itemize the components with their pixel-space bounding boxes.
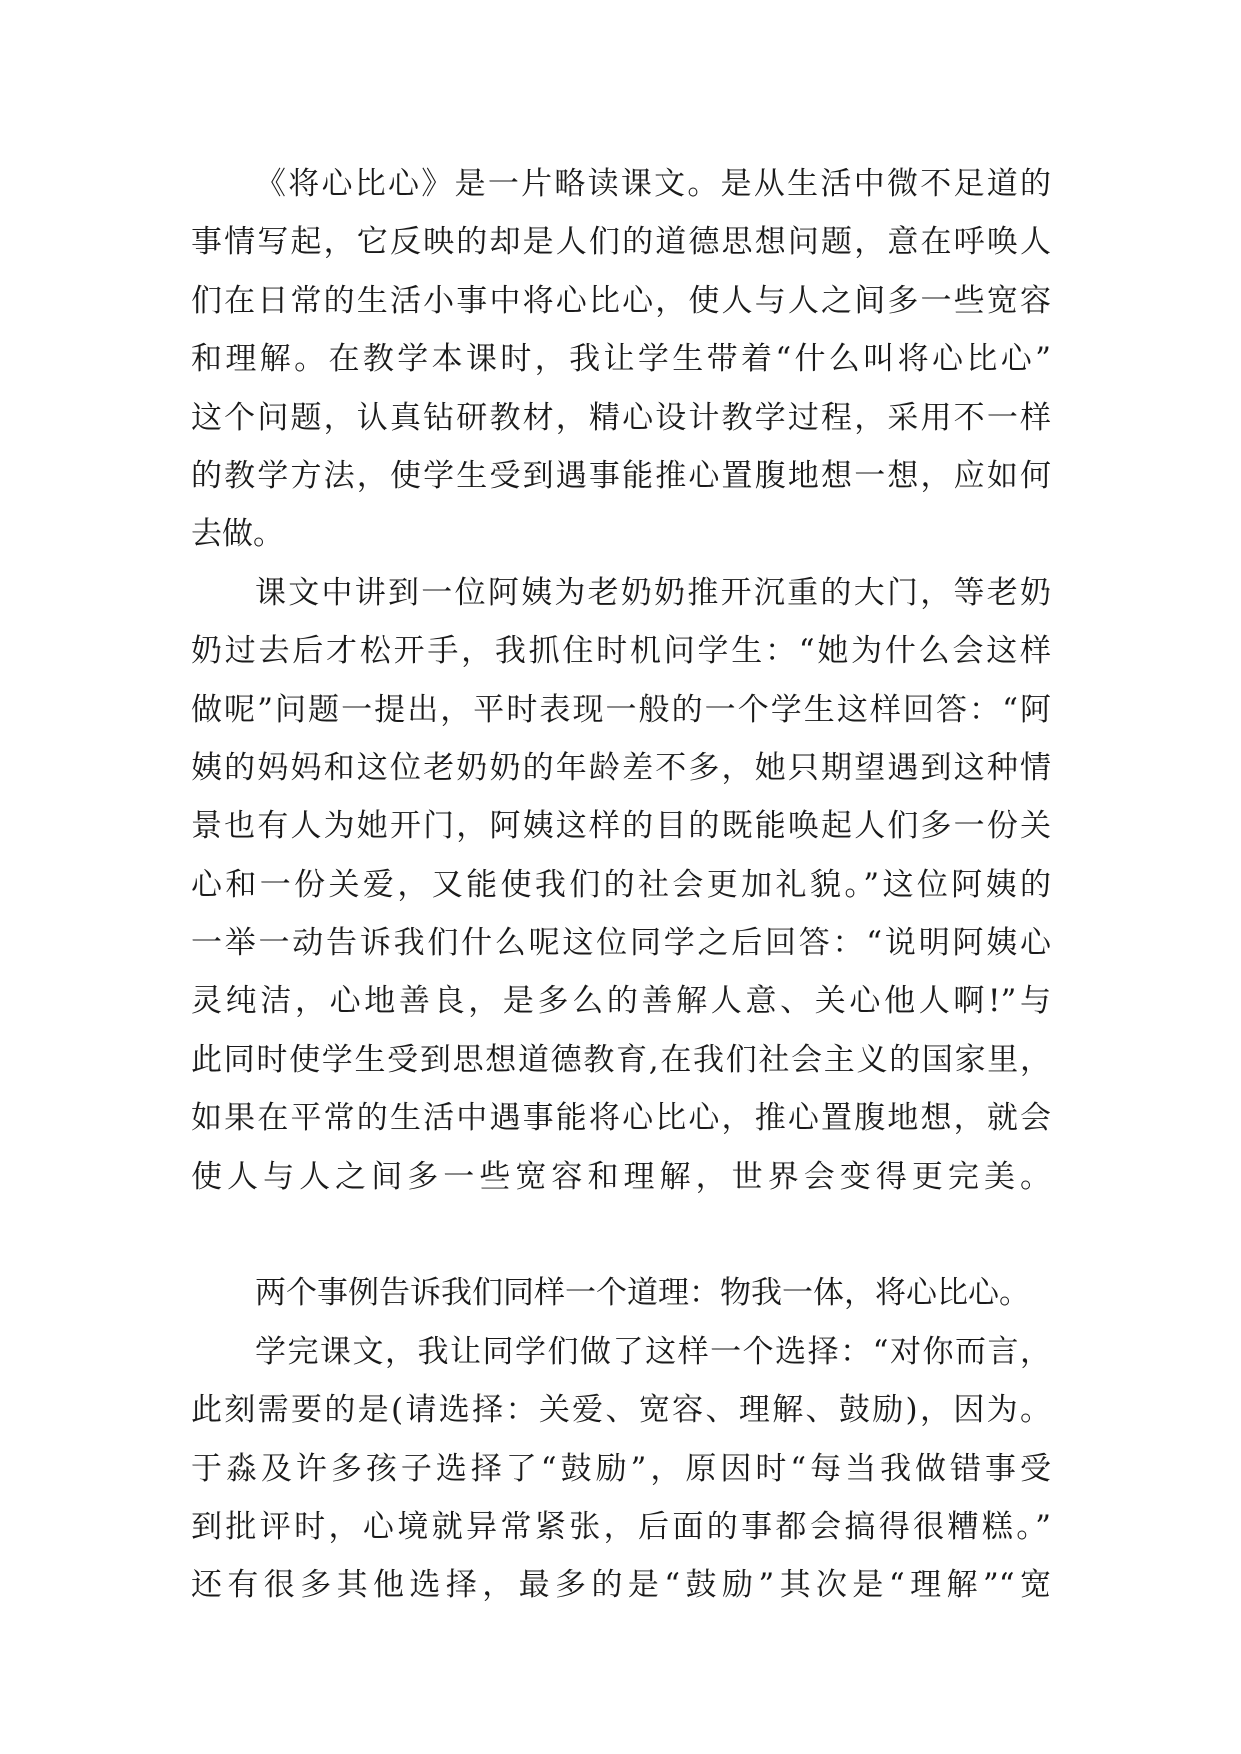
paragraph-4 [191, 1323, 1051, 1615]
text-line: 《将心比心》是一片略读课文。是从生活中微不足道的 [255, 166, 1051, 202]
text-line: 使人与人之间多一些宽容和理解，世界会变得更完美。 [191, 1158, 1051, 1195]
paragraph-2 [191, 564, 1051, 1265]
paragraph-1 [191, 155, 1051, 564]
paragraph-3 [191, 1264, 1051, 1322]
text-line: 景也有人为她开门，阿姨这样的目的既能唤起人们多一份关 [191, 808, 1051, 845]
text-line: 的教学方法，使学生受到遇事能推心置腹地想一想，应如何 [191, 457, 1051, 494]
text-line: 奶过去后才松开手，我抓住时机问学生：“她为什么会这样 [191, 633, 1051, 670]
text-line: 课文中讲到一位阿姨为老奶奶推开沉重的大门，等老奶 [255, 574, 1051, 611]
text-line: 如果在平常的生活中遇事能将心比心，推心置腹地想，就会 [191, 1100, 1051, 1137]
text-line: 事情写起，它反映的却是人们的道德思想问题，意在呼唤人 [191, 224, 1051, 261]
text-line: 们在日常的生活小事中将心比心，使人与人之间多一些宽容 [191, 282, 1051, 319]
text-line: 姨的妈妈和这位老奶奶的年龄差不多，她只期望遇到这种情 [191, 749, 1051, 786]
text-line: 做呢”问题一提出，平时表现一般的一个学生这样回答：“阿 [191, 691, 1051, 728]
text-line: 学完课文，我让同学们做了这样一个选择：“对你而言， [255, 1333, 1051, 1370]
text-line: 此刻需要的是(请选择：关爱、宽容、理解、鼓励)，因为。 [191, 1392, 1051, 1429]
text-line: 和理解。在教学本课时，我让学生带着“什么叫将心比心” [191, 341, 1051, 378]
text-line: 此同时使学生受到思想道德教育,在我们社会主义的国家里， [191, 1041, 1051, 1078]
body-text [191, 155, 1051, 1615]
text-line: 灵纯洁，心地善良，是多么的善解人意、关心他人啊!”与 [191, 983, 1051, 1020]
text-line: 一举一动告诉我们什么呢这位同学之后回答：“说明阿姨心 [191, 925, 1051, 962]
text-line: 两个事例告诉我们同样一个道理：物我一体，将心比心。 [255, 1275, 1030, 1312]
text-line: 心和一份关爱，又能使我们的社会更加礼貌。”这位阿姨的 [191, 866, 1051, 903]
text-line: 这个问题，认真钻研教材，精心设计教学过程，采用不一样 [191, 399, 1051, 436]
text-line: 到批评时，心境就异常紧张，后面的事都会搞得很糟糕。” [191, 1508, 1051, 1545]
text-line: 于淼及许多孩子选择了“鼓励”，原因时“每当我做错事受 [191, 1450, 1051, 1487]
text-line: 还有很多其他选择，最多的是“鼓励”其次是“理解”“宽 [191, 1567, 1051, 1604]
text-line [191, 1206, 1051, 1264]
text-line: 去做。 [191, 516, 284, 553]
